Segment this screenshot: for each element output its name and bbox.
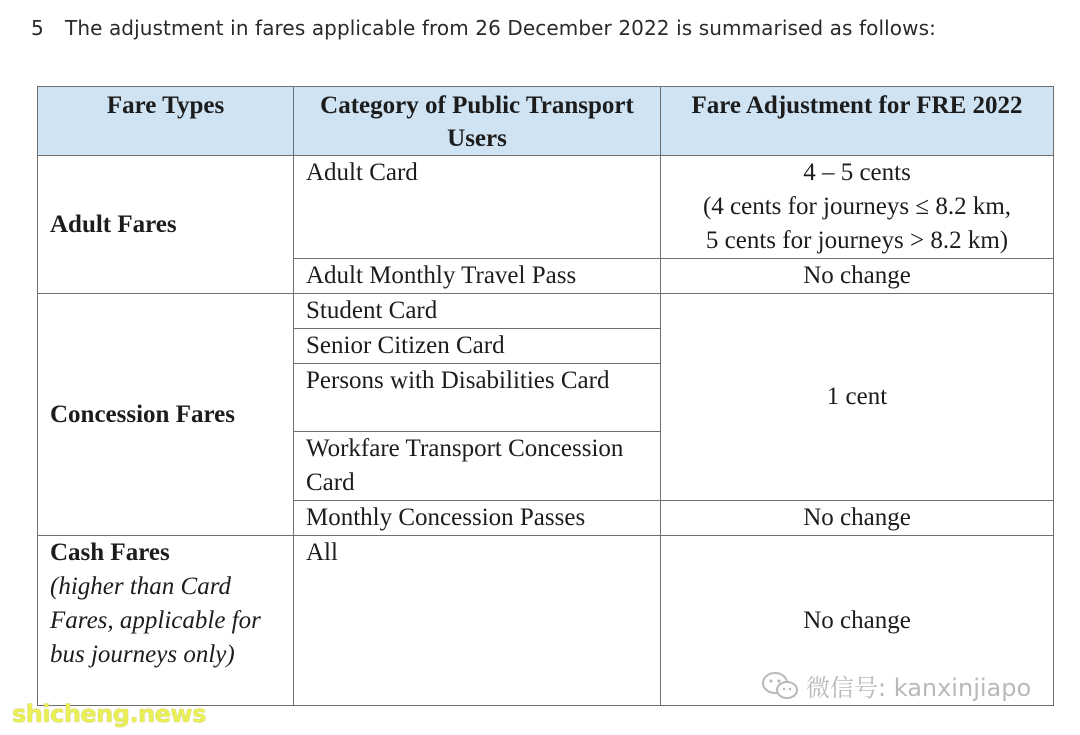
adjustment-cell: No change	[661, 501, 1054, 536]
adjustment-cell	[661, 156, 1054, 259]
category-cell: Senior Citizen Card	[294, 329, 661, 364]
header-fare-types: Fare Types	[38, 87, 294, 156]
adjustment-cell: No change	[661, 259, 1054, 294]
site-watermark: shicheng.news	[12, 700, 206, 728]
wechat-watermark	[760, 668, 1031, 703]
header-adjustment: Fare Adjustment for FRE 2022	[661, 87, 1054, 156]
header-category: Category of Public Transport Users	[294, 87, 661, 156]
fare-type-cash	[38, 536, 294, 706]
fare-adjustment-table	[37, 86, 1054, 706]
table-row	[38, 156, 1054, 259]
adjustment-line: (4 cents for journeys ≤ 8.2 km,	[702, 193, 1012, 220]
table-row	[38, 294, 1054, 329]
adjustment-line: 4 – 5 cents	[803, 159, 911, 186]
category-cell: All	[294, 536, 661, 706]
watermark-text: 微信号: kanxinjiapo	[806, 674, 1032, 702]
fare-type-concession: Concession Fares	[38, 294, 294, 536]
category-cell: Adult Monthly Travel Pass	[294, 259, 661, 294]
category-cell: Persons with Disabilities Card	[294, 364, 661, 432]
paragraph-number: 5	[31, 16, 44, 40]
adjustment-line: 5 cents for journeys > 8.2 km)	[705, 227, 1009, 254]
adjustment-cell: 1 cent	[661, 294, 1054, 501]
table-header-row	[38, 87, 1054, 156]
intro-paragraph	[31, 16, 936, 40]
category-cell: Adult Card	[294, 156, 661, 259]
wechat-icon	[760, 670, 800, 702]
category-cell: Workfare Transport Concession Card	[294, 432, 661, 501]
intro-text: The adjustment in fares applicable from 26 December 2022 is summarised as follows:	[65, 16, 936, 40]
adjustment-cell: No change	[661, 536, 1054, 706]
fare-type-adult: Adult Fares	[38, 156, 294, 294]
category-cell: Student Card	[294, 294, 661, 329]
category-cell: Monthly Concession Passes	[294, 501, 661, 536]
fare-type-cash-note: (higher than Card Fares, applicable for bus journeys only)	[50, 573, 261, 668]
fare-type-cash-label: Cash Fares	[50, 539, 170, 566]
